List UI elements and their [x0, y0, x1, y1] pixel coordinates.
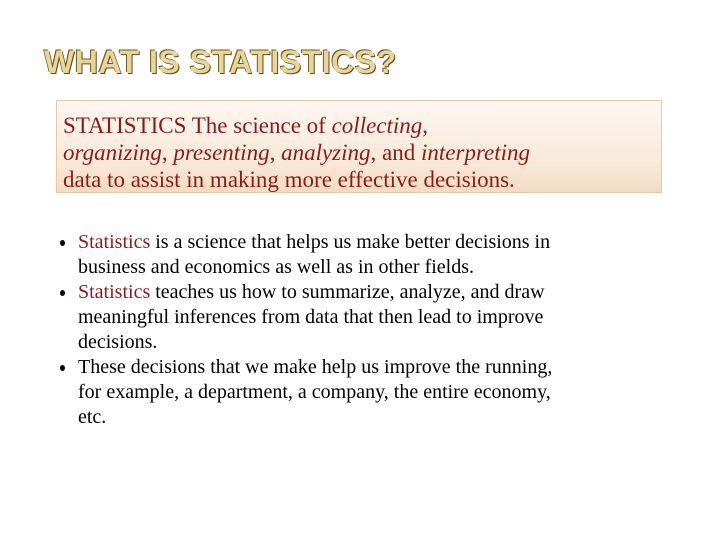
- definition-run: , and: [370, 140, 421, 165]
- bullet-item: [60, 355, 660, 430]
- bullet-dot-icon: [60, 365, 65, 371]
- bullet-dot-icon: [60, 240, 65, 246]
- bullet-line: [78, 355, 660, 380]
- bullet-dot-icon: [60, 290, 65, 296]
- definition-run: ,: [269, 140, 282, 165]
- bullet-text: etc.: [78, 406, 107, 428]
- definition-line: [63, 139, 661, 166]
- definition-box: [56, 100, 662, 193]
- bullet-item: [60, 280, 660, 355]
- bullet-line: [78, 255, 660, 280]
- bullet-line: [78, 280, 660, 305]
- bullet-line: [78, 380, 660, 405]
- definition-run: ,: [422, 113, 429, 138]
- bullet-item: [60, 230, 660, 280]
- keyword-statistics: Statistics: [78, 231, 151, 253]
- definition-run: STATISTICS: [63, 113, 187, 138]
- bullet-text: These decisions that we make help us improve the running,: [78, 356, 553, 378]
- bullet-line: [78, 405, 660, 430]
- bullet-list: [60, 230, 660, 430]
- definition-run: data to assist in making more effective decisions.: [63, 167, 515, 192]
- definition-emphasis: interpreting: [421, 140, 531, 165]
- bullet-text: business and economics as well as in other fields.: [78, 256, 475, 278]
- definition-emphasis: collecting: [331, 113, 423, 138]
- definition-run: ,: [161, 140, 174, 165]
- bullet-line: [78, 305, 660, 330]
- definition-text: [63, 112, 661, 193]
- bullet-line: [78, 230, 660, 255]
- bullet-text: for example, a department, a company, the entire economy,: [78, 381, 551, 403]
- bullet-text: is a science that helps us make better decisions in: [150, 231, 551, 253]
- bullet-line: [78, 330, 660, 355]
- bullet-text: meaningful inferences from data that then lead to improve: [78, 306, 544, 328]
- definition-line: [63, 166, 661, 193]
- definition-emphasis: presenting: [173, 140, 270, 165]
- bullet-text: decisions.: [78, 331, 158, 353]
- definition-emphasis: analyzing: [281, 140, 371, 165]
- keyword-statistics: Statistics: [78, 281, 151, 303]
- bullet-text: teaches us how to summarize, analyze, and draw: [150, 281, 545, 303]
- definition-line: [63, 112, 661, 139]
- definition-run: The science of: [186, 113, 332, 138]
- slide-title: WHAT IS STATISTICS?: [44, 44, 397, 80]
- definition-emphasis: organizing: [63, 140, 162, 165]
